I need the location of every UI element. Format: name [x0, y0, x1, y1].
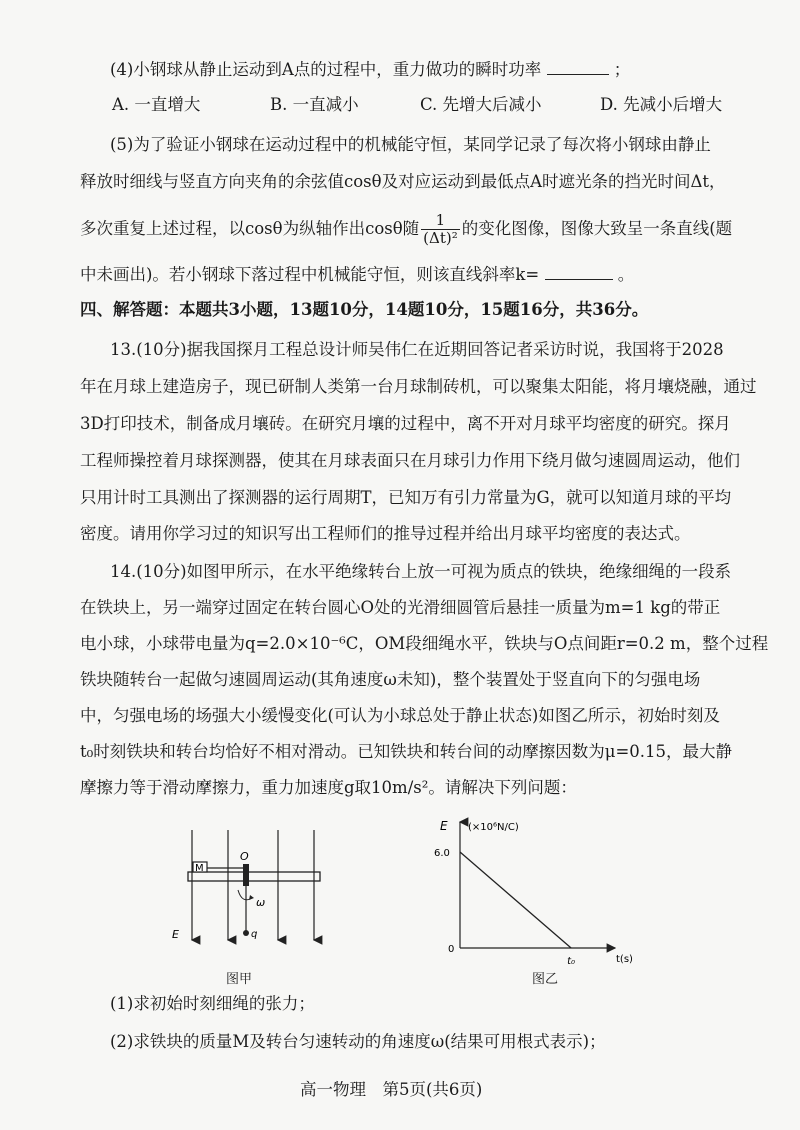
q4-answer-blank — [547, 60, 609, 75]
origin-label: 0 — [448, 944, 455, 955]
q4-option-c: C. 先增大后减小 — [420, 95, 542, 114]
q5-line-3-post: 的变化图像，图像大致呈一条直线(题 — [461, 219, 733, 238]
q4-option-a: A. 一直增大 — [112, 95, 201, 114]
q5-fraction — [421, 212, 460, 247]
q5-fraction-numerator: 1 — [421, 212, 460, 230]
q14-sub-1: (1)求初始时刻细绳的张力； — [110, 994, 315, 1013]
x-tick-label: t₀ — [567, 956, 576, 967]
q5-line-4-pre: 中未画出)。若小钢球下落过程中机械能守恒，则该直线斜率k= — [80, 265, 540, 284]
q13-line: 只用计时工具测出了探测器的运行周期T，已知万有引力常量为G，就可以知道月球的平均 — [80, 488, 732, 507]
label-omega: ω — [256, 896, 266, 909]
q4-stem-end: ； — [613, 60, 631, 79]
series-line-e — [460, 852, 571, 948]
q5-line-3 — [80, 210, 732, 248]
y-axis-label: E — [440, 819, 448, 833]
y-tick-label: 6.0 — [434, 848, 450, 859]
figure-b-chart — [430, 812, 650, 972]
q13-line: 3D打印技术，制备成月壤砖。在研究月壤的过程中，离不开对月球平均密度的研究。探月 — [80, 414, 731, 433]
label-o: O — [240, 850, 249, 863]
q14-sub-2: (2)求铁块的质量M及转台匀速转动的角速度ω(结果可用根式表示)； — [110, 1032, 606, 1051]
page-footer: 高一物理 第5页(共6页) — [300, 1080, 483, 1099]
section-4-heading: 四、解答题：本题共3小题，13题10分，14题10分，15题16分，共36分。 — [80, 300, 649, 319]
q5-fraction-denominator: (Δt)² — [423, 229, 458, 247]
y-axis-unit: (×10⁶N/C) — [468, 822, 519, 833]
q5-answer-blank — [545, 265, 613, 280]
turntable — [188, 872, 320, 881]
charged-ball — [243, 930, 249, 936]
label-m: M — [195, 863, 204, 874]
q14-line: t₀时刻铁块和转台均恰好不相对滑动。已知铁块和转台间的动摩擦因数为μ=0.15，最大静 — [80, 742, 733, 761]
q14-line: 铁块随转台一起做匀速圆周运动(其角速度ω未知)，整个装置处于竖直向下的匀强电场 — [80, 670, 701, 689]
q14-line: 中，匀强电场的场强大小缓慢变化(可认为小球总处于静止状态)如图乙所示，初始时刻及 — [80, 706, 720, 725]
q4-option-d: D. 先减小后增大 — [600, 95, 723, 114]
figure-a-diagram — [160, 820, 340, 965]
q14-line: 在铁块上，另一端穿过固定在转台圆心O处的光滑细圆管后悬挂一质量为m=1 kg的带正 — [80, 598, 721, 617]
q5-line-2: 释放时细线与竖直方向夹角的余弦值cosθ及对应运动到最低点A时遮光条的挡光时间Δt， — [80, 172, 726, 191]
label-e: E — [172, 928, 179, 941]
q14-line: 电小球，小球带电量为q=2.0×10⁻⁶C，OM段细绳水平，铁块与O点间距r=0.2 m，整个过程 — [80, 634, 769, 653]
q5-line-3-pre: 多次重复上述过程，以cosθ为纵轴作出cosθ随 — [80, 219, 420, 238]
q5-line-4-end: 。 — [617, 265, 635, 284]
q4-stem — [110, 60, 630, 80]
q13-line: 工程师操控着月球探测器，使其在月球表面只在月球引力作用下绕月做匀速圆周运动，他们 — [80, 451, 740, 470]
q4-option-b: B. 一直减小 — [270, 95, 359, 114]
figure-b-caption: 图乙 — [532, 972, 559, 987]
q13-line: 密度。请用你学习过的知识写出工程师们的推导过程并给出月球平均密度的表达式。 — [80, 524, 691, 543]
q14-line: 摩擦力等于滑动摩擦力，重力加速度g取10m/s²。请解决下列问题： — [80, 778, 577, 797]
rotation-arrowhead-icon — [249, 895, 254, 900]
q14-line: 14.(10分)如图甲所示，在水平绝缘转台上放一可视为质点的铁块，绝缘细绳的一段系 — [110, 562, 732, 581]
center-tube — [243, 864, 249, 886]
q4-stem-text: (4)小钢球从静止运动到A点的过程中，重力做功的瞬时功率 — [110, 60, 542, 79]
q13-line: 13.(10分)据我国探月工程总设计师吴伟仁在近期回答记者采访时说，我国将于2028 — [110, 340, 724, 359]
label-q: q — [251, 929, 258, 940]
x-axis-label: t(s) — [616, 954, 633, 965]
figure-a-caption: 图甲 — [226, 972, 253, 987]
q5-line-1: (5)为了验证小钢球在运动过程中的机械能守恒，某同学记录了每次将小钢球由静止 — [110, 135, 711, 154]
q13-line: 年在月球上建造房子，现已研制人类第一台月球制砖机，可以聚集太阳能，将月壤烧融，通过 — [80, 377, 757, 396]
q5-line-4 — [80, 265, 634, 285]
